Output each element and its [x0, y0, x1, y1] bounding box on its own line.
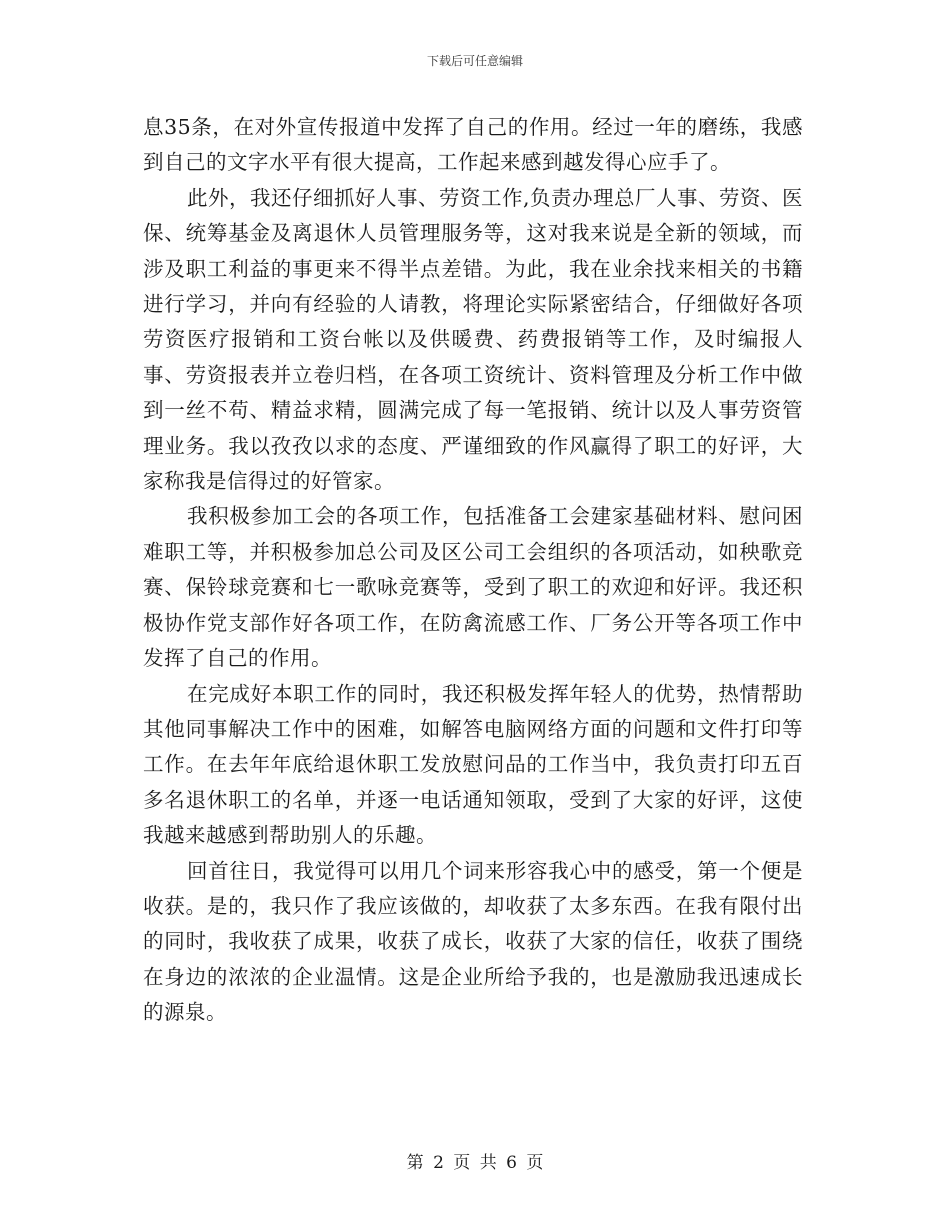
paragraph-personnel-work: 此外，我还仔细抓好人事、劳资工作,负责办理总厂人事、劳资、医保、统筹基金及离退休人员管理服务等，这对我来说是全新的领域，而涉及职工利益的事更来不得半点差错。为此，我在业余找来相关的书籍进行学习，并向有经验的人请教，将理论实际紧密结合，仔细做好各项劳资医疗报销和工资台帐以及供暖费、药费报销等工作，及时编报人事、劳资报表并立卷归档，在各项工资统计、资料管理及分析工作中做到一丝不苟、精益求精，圆满完成了每一笔报销、统计以及人事劳资管理业务。我以孜孜以求的态度、严谨细致的作风赢得了职工的好评，大家称我是信得过的好管家。 — [143, 185, 804, 494]
paragraph-continuation: 息35条，在对外宣传报道中发挥了自己的作用。经过一年的磨练，我感到自己的文字水平有很大提高，工作起来感到越发得心应手了。 — [143, 115, 803, 175]
paragraph-helping-colleagues: 在完成好本职工作的同时，我还积极发挥年轻人的优势，热情帮助其他同事解决工作中的困难，如解答电脑网络方面的问题和文件打印等工作。在去年年底给退休职工发放慰问品的工作当中，我负责打印五百多名退休职工的名单，并逐一电话通知领取，受到了大家的好评，这使我越来越感到帮助别人的乐趣。 — [143, 681, 803, 848]
paragraph-union-work: 我积极参加工会的各项工作，包括准备工会建家基础材料、慰问困难职工等，并积极参加总公司及区公司工会组织的各项活动，如秧歌竞赛、保铃球竞赛和七一歌咏竞赛等，受到了职工的欢迎和好评。我还积极协作党支部作好各项工作，在防禽流感工作、厂务公开等各项工作中发挥了自己的作用。 — [143, 504, 803, 671]
page-header-note: 下载后可任意编辑 — [426, 54, 523, 68]
paragraph-reflection: 回首往日，我觉得可以用几个词来形容我心中的感受，第一个便是收获。是的，我只作了我应该做的，却收获了太多东西。在我有限付出的同时，我收获了成果，收获了成长，收获了大家的信任，收获了围绕在身边的浓浓的企业温情。这是企业所给予我的，也是激励我迅速成长的源泉。 — [143, 858, 803, 1025]
document-body — [143, 110, 803, 1031]
page-number-footer: 第 2 页 共 6 页 — [406, 1153, 544, 1173]
